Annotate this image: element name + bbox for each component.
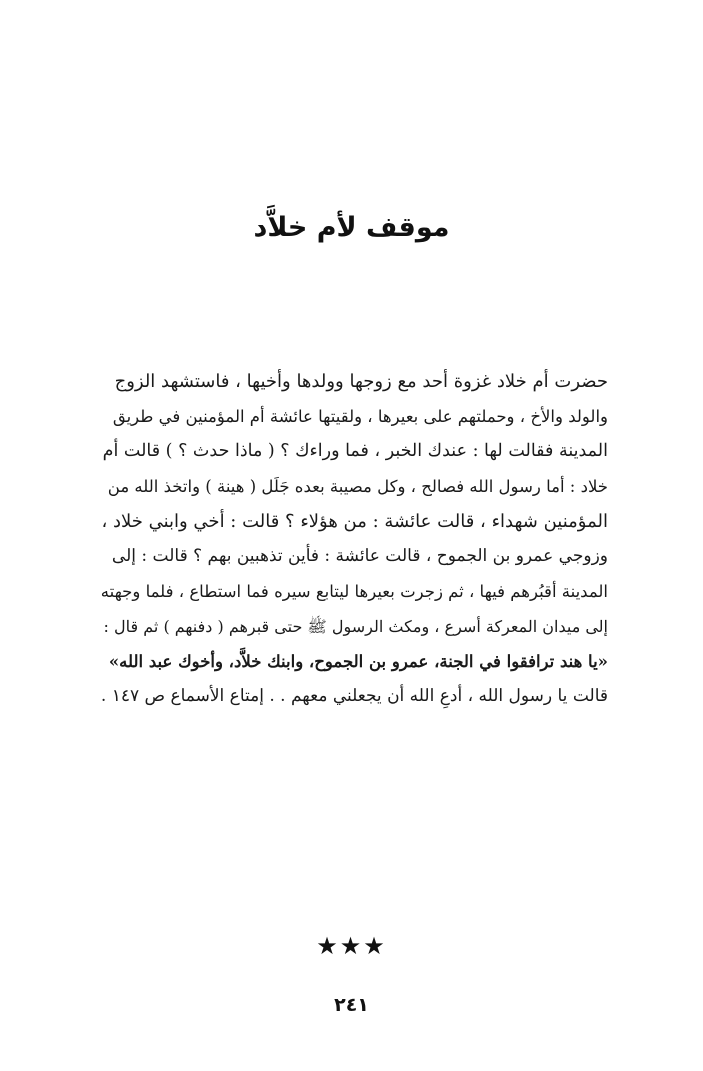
text-line: قالت يا رسول الله ، أدعِ الله أن يجعلني معهم . . إمتاع الأسماع ص ١٤٧ . xyxy=(100,686,608,706)
hadith-quote-line: «يا هند ترافقوا في الجنة، عمرو بن الجموح، وابنك خلاَّد، وأخوك عبد الله» xyxy=(108,652,608,671)
text-line: المدينة أقبُرهم فيها ، ثم زجرت بعيرها ليتابع سيره فما استطاع ، فلما وجهته xyxy=(100,582,608,601)
body-paragraph xyxy=(100,364,608,714)
text-line: المؤمنين شهداء ، قالت عائشة : من هؤلاء ؟ قالت : أخي وابني خلاد ، xyxy=(101,511,608,532)
text-line: إلى ميدان المعركة أسرع ، ومكث الرسول ﷺ حتى قبرهم ( دفنهم ) ثم قال : xyxy=(103,617,608,636)
page-number: ٢٤١ xyxy=(334,994,369,1016)
text-line: حضرت أم خلاد غزوة أحد مع زوجها وولدها وأخيها ، فاستشهد الزوج xyxy=(114,371,608,392)
section-ornament-stars: ★★★ xyxy=(316,932,387,960)
chapter-title: موقف لأم خلاَّد xyxy=(253,212,450,243)
text-line: المدينة فقالت لها : عندك الخبر ، فما وراءك ؟ ( ماذا حدث ؟ ) قالت أم xyxy=(102,441,608,461)
text-line: والولد والأخ ، وحملتهم على بعيرها ، ولقيتها عائشة أم المؤمنين في طريق xyxy=(112,407,608,426)
text-line: خلاد : أما رسول الله فصالح ، وكل مصيبة بعده جَلَل ( هينة ) واتخذ الله من xyxy=(107,477,608,496)
text-line: وزوجي عمرو بن الجموح ، قالت عائشة : فأين تذهبين بهم ؟ قالت : إلى xyxy=(111,546,608,566)
